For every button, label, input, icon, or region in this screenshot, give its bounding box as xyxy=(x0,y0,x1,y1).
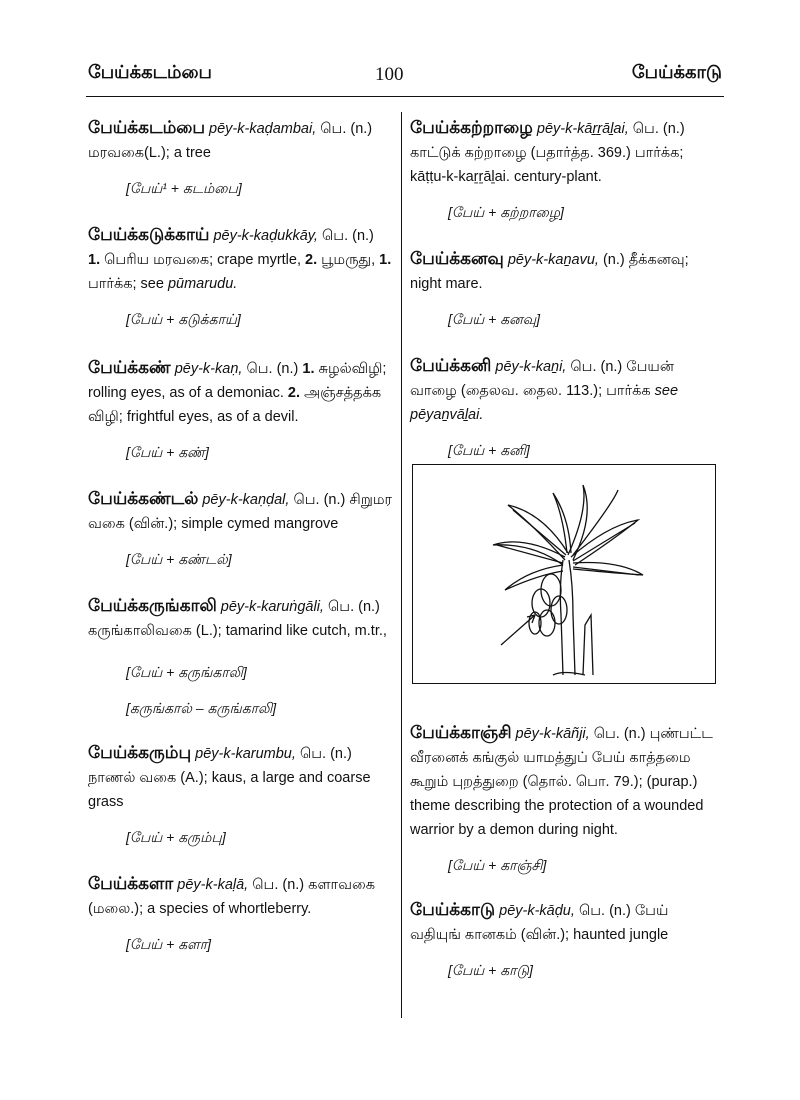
grammar-tag: பெ. (n.) xyxy=(322,228,374,244)
etymology: [பேய் + கனி] xyxy=(448,442,530,458)
left-guide-word: பேய்க்கடம்பை xyxy=(88,62,212,82)
etymology: [கருங்கால் – கருங்காலி] xyxy=(126,700,277,716)
headword: பேய்க்காஞ்சி xyxy=(410,723,512,742)
grammar-tag: பெ. (n.) xyxy=(632,121,685,137)
definition: அஞ்சத்தக்க விழி; frightful eyes, as of a devil. xyxy=(88,385,382,425)
left-column xyxy=(88,116,393,955)
entry xyxy=(410,354,715,461)
transliteration: pēy-k-kaḍambai, xyxy=(209,121,317,137)
definition: கருங்காலிவகை (L.); tamarind like cutch, m.tr., xyxy=(88,623,387,639)
headword: பேய்க்கண்டல் xyxy=(88,489,199,508)
definition: மரவகை(L.); a tree xyxy=(88,145,211,161)
grammar-tag: பெ. (n.) xyxy=(578,903,631,919)
entry xyxy=(88,487,393,570)
sense-number: 2. xyxy=(305,252,318,268)
headword: பேய்க்கருங்காலி xyxy=(88,596,217,615)
definition: தீக்கனவு; night mare. xyxy=(410,252,689,292)
entry xyxy=(88,116,393,199)
definition: காட்டுக் கற்றாழை (பதார்த்த. 369.) பார்க்க; kāṭṭu-k-kaṟṟāḻai. century-plant. xyxy=(410,145,684,185)
grammar-tag: பெ. (n.) xyxy=(293,492,346,508)
transliteration: pēy-k-karuṅgāli, xyxy=(220,599,324,615)
column-divider xyxy=(401,112,402,1018)
cross-reference: see pēyaṉvāḻai. xyxy=(410,383,679,423)
transliteration: pēy-k-kāṟṟāḻai, xyxy=(536,121,629,137)
definition: நாணல் வகை (A.); kaus, a large and coarse grass xyxy=(88,770,371,810)
grammar-tag: பெ. (n.) xyxy=(320,121,373,137)
entry xyxy=(410,116,715,223)
transliteration: pēy-k-kaḷā, xyxy=(177,877,249,893)
grammar-tag: பெ. (n.) xyxy=(246,361,299,377)
definition: சிறுமர வகை (வின்.); simple cymed mangrove xyxy=(88,492,392,532)
headword: பேய்க்கனவு xyxy=(410,249,504,268)
definition: பேய் வதியுங் கானகம் (வின்.); haunted jungle xyxy=(410,903,669,943)
banana-plant-illustration xyxy=(412,464,716,684)
etymology: [பேய் + கருங்காலி] xyxy=(126,664,247,680)
transliteration: pēy-k-karumbu, xyxy=(195,746,296,762)
etymology: [பேய்¹ + கடம்பை] xyxy=(126,180,242,196)
sense-number: 2. xyxy=(287,385,300,401)
headword: பேய்க்கரும்பு xyxy=(88,743,192,762)
headword: பேய்க்கற்றாழை xyxy=(410,118,533,137)
entry xyxy=(88,223,393,330)
definition: பார்க்க; see xyxy=(88,276,164,292)
grammar-tag: பெ. (n.) xyxy=(570,359,623,375)
headword: பேய்க்கண் xyxy=(88,358,171,377)
transliteration: pēy-k-kaṉavu, xyxy=(507,252,599,268)
etymology: [பேய் + கற்றாழை] xyxy=(448,204,564,220)
entry xyxy=(88,594,393,719)
transliteration: pēy-k-kāñji, xyxy=(515,726,590,742)
etymology: [பேய் + கடுக்காய்] xyxy=(126,311,241,327)
cross-reference: pūmarudu. xyxy=(167,276,238,292)
headword: பேய்க்கனி xyxy=(410,356,492,375)
headword: பேய்க்கடம்பை xyxy=(88,118,205,137)
definition: பேயன் வாழை (தைலவ. தைல. 113.); பார்க்க xyxy=(410,359,674,399)
transliteration: pēy-k-kaṇ, xyxy=(174,361,243,377)
definition: பூமருது, xyxy=(321,252,376,268)
banana-plant-icon xyxy=(413,465,715,683)
entry xyxy=(88,741,393,848)
etymology: [பேய் + காடு] xyxy=(448,962,533,978)
etymology: [பேய் + களா] xyxy=(126,936,211,952)
transliteration: pēy-k-kāḍu, xyxy=(499,903,575,919)
transliteration: pēy-k-kaṇḍal, xyxy=(202,492,290,508)
entry xyxy=(410,247,715,330)
right-guide-word: பேய்க்காடு xyxy=(631,62,722,82)
grammar-tag: பெ. (n.) xyxy=(299,746,352,762)
header-rule xyxy=(86,96,724,97)
transliteration: pēy-k-kaṉi, xyxy=(495,359,567,375)
etymology: [பேய் + காஞ்சி] xyxy=(448,857,547,873)
grammar-tag: (n.) xyxy=(602,252,625,268)
entry xyxy=(88,356,393,463)
etymology: [பேய் + கண்டல்] xyxy=(126,551,232,567)
grammar-tag: பெ. (n.) xyxy=(593,726,646,742)
headword: பேய்க்கடுக்காய் xyxy=(88,225,210,244)
grammar-tag: பெ. (n.) xyxy=(328,599,380,615)
page-number: 100 xyxy=(375,64,404,85)
transliteration: pēy-k-kaḍukkāy, xyxy=(213,228,318,244)
definition: களாவகை (மலை.); a species of whortleberry. xyxy=(88,877,375,917)
etymology: [பேய் + கனவு] xyxy=(448,311,541,327)
entry xyxy=(88,872,393,955)
headword: பேய்க்காடு xyxy=(410,900,496,919)
etymology: [பேய் + கரும்பு] xyxy=(126,829,226,845)
sense-number: 1. xyxy=(88,252,101,268)
etymology: [பேய் + கண்] xyxy=(126,444,209,460)
sense-number: 1. xyxy=(379,252,392,268)
sense-number: 1. xyxy=(302,361,315,377)
headword: பேய்க்களா xyxy=(88,874,174,893)
definition: சுழல்விழி; rolling eyes, as of a demoniac. xyxy=(88,361,387,401)
entry xyxy=(410,721,715,876)
definition: பெரிய மரவகை; crape myrtle, xyxy=(104,252,301,268)
grammar-tag: பெ. (n.) xyxy=(252,877,305,893)
definition: புண்பட்ட வீரனைக் கங்குல் யாமத்துப் பேய் காத்தமை கூறும் புறத்துறை (தொல். பொ. 79.); (purap.) theme describing the protection of a wounded warrior by a demon during night. xyxy=(410,726,713,838)
entry xyxy=(410,898,715,981)
